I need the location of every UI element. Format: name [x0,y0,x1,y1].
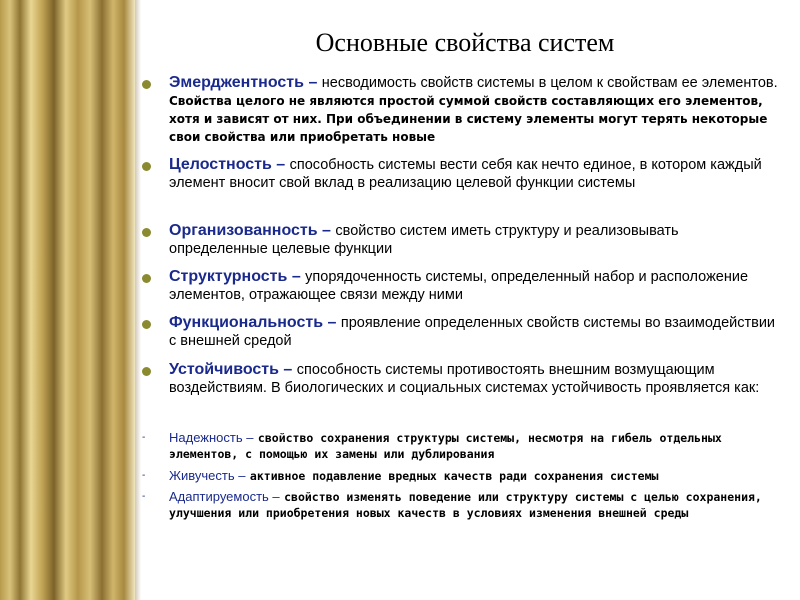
bullet-dash: – [291,268,301,285]
bullet-extra: Свойства целого не являются простой суммой свойств составляющих его элементов, хотя и зависят от них. При объединении в систему элементы могут терять некоторые свои свойства или приобретать новые [169,94,768,144]
subitem-definition: свойство сохранения структуры системы, несмотря на гибель отдельных элементов, с помощью их замены или дублирования [169,431,722,461]
bullet-term: Целостность [169,156,272,173]
bullet-definition: проявление определенных свойств системы во взаимодействии с внешней средой [169,315,776,349]
bullet-dot-icon [142,162,151,171]
sub-dash-marker: - [142,432,146,443]
sub-dash-marker: - [142,491,146,502]
bullet-term: Эмерджентность [169,74,304,91]
bullet-term: Функциональность [169,314,324,331]
bullet-term: Устойчивость [169,361,279,378]
bullet-dot-icon [142,320,151,329]
bullet-dot-icon [142,274,151,283]
bullet-definition: упорядоченность системы, определенный набор и расположение элементов, отражающее связи между ними [169,269,749,303]
decorative-curtain [0,0,135,600]
bullet-term: Структурность [169,268,288,285]
bullet-definition: свойство систем иметь структуру и реализовывать определенные целевые функции [169,223,679,257]
bullet-definition: способность системы противостоять внешним возмущающим воздействиям. В биологических и социальных системах устойчивость проявляется как: [169,362,760,396]
bullet-definition: способность системы вести себя как нечто единое, в котором каждый элемент вносит свой вклад в реализацию целевой функции системы [169,157,762,191]
bullet-dash: – [276,156,286,173]
bullet-dash: – [327,314,337,331]
slide-title: Основные свойства систем [315,28,615,57]
subitem-term: Живучесть – [169,468,246,483]
bullet-dash: – [308,74,318,91]
bullet-definition: несводимость свойств системы в целом к свойствам ее элементов. [321,75,778,91]
bullet-dash: – [322,222,331,239]
bullet-dot-icon [142,228,151,237]
subitem-definition: свойство изменять поведение или структуру системы с целью сохранения, улучшения или приобретения новых качеств в условиях изменения внешней среды [169,490,762,520]
bullet-dash: – [283,361,293,378]
subitem-definition: активное подавление вредных качеств ради сохранения системы [249,469,659,483]
slide [140,0,790,600]
bullet-dot-icon [142,80,151,89]
subitem-term: Адаптируемость – [169,489,280,504]
sub-dash-marker: - [142,470,146,481]
subitem-term: Надежность – [169,430,254,445]
bullet-dot-icon [142,367,151,376]
bullet-term: Организованность [169,222,318,239]
